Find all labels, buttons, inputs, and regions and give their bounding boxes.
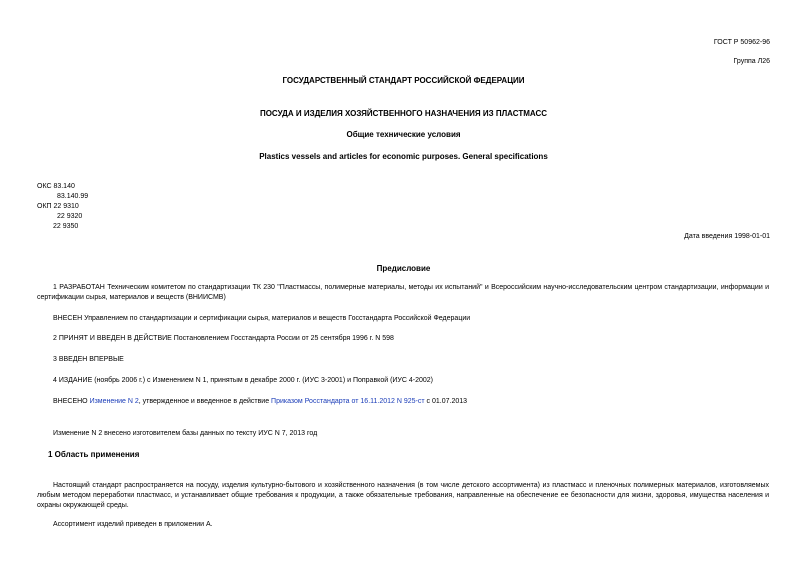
standard-title: ГОСУДАРСТВЕННЫЙ СТАНДАРТ РОССИЙСКОЙ ФЕДЕРАЦИИ <box>282 76 525 85</box>
scope-paragraph: Настоящий стандарт распространяется на посуду, изделия культурно-бытового и хозяйственного назначения (в том числе детского ассортимента) из пластмасс и пленочных полимерных материалов, изготовляемых любым методом переработки пластмасс, и устанавливает общие требования к продукции, а также обязательные требования, направленные на обеспечение ее безопасности для жизни, здоровья, имущества населения и охраны окружающей среды. <box>37 482 769 509</box>
document-number: ГОСТ Р 50962-96 <box>713 39 770 46</box>
document-title-english: Plastics vessels and articles for economic purposes. General specifications <box>259 152 548 161</box>
foreword-paragraph-edition: 4 ИЗДАНИЕ (ноябрь 2006 г.) с Изменением N 1, принятым в декабре 2000 г. (ИУС 3-2001) и Поправкой (ИУС 4-2002) <box>53 377 433 384</box>
group-code: Группа Л26 <box>733 58 770 65</box>
amendment-prefix: ВНЕСЕНО <box>53 398 90 405</box>
foreword-paragraph-amendment <box>53 398 467 405</box>
oks-code: ОКС 83.140 <box>37 183 75 190</box>
foreword-paragraph-note: Изменение N 2 внесено изготовителем базы данных по тексту ИУС N 7, 2013 год <box>53 430 318 437</box>
okp-code: ОКП 22 9310 <box>37 203 79 210</box>
amendment-suffix: с 01.07.2013 <box>424 398 468 405</box>
foreword-paragraph-developed: 1 РАЗРАБОТАН Техническим комитетом по стандартизации ТК 230 "Пластмассы, полимерные материалы, методы их испытаний" и Всероссийским научно-исследовательским центром стандартизации, информации и сертификации сырья, материалов и веществ (ВНИИСМВ) <box>37 284 769 301</box>
document-subtitle: Общие технические условия <box>346 130 461 139</box>
amendment-link[interactable]: Изменение N 2 <box>89 398 139 405</box>
foreword-heading: Предисловие <box>376 264 431 273</box>
okp-code-2: 22 9320 <box>57 213 83 220</box>
amendment-middle: , утвержденное и введенное в действие <box>138 398 272 405</box>
okp-code-3: 22 9350 <box>53 223 79 230</box>
foreword-paragraph-submitted: ВНЕСЕН Управлением по стандартизации и сертификации сырья, материалов и веществ Госстандарта Российской Федерации <box>53 315 471 322</box>
intro-date: Дата введения 1998-01-01 <box>684 233 770 240</box>
section-heading-scope: 1 Область применения <box>48 450 140 459</box>
order-link[interactable]: Приказом Росстандарта от 16.11.2012 N 925-ст <box>271 398 425 405</box>
foreword-paragraph-first: 3 ВВЕДЕН ВПЕРВЫЕ <box>53 356 124 363</box>
scope-paragraph-annex: Ассортимент изделий приведен в приложении А. <box>53 521 213 528</box>
oks-code-2: 83.140.99 <box>57 193 89 200</box>
document-title: ПОСУДА И ИЗДЕЛИЯ ХОЗЯЙСТВЕННОГО НАЗНАЧЕНИЯ ИЗ ПЛАСТМАСС <box>259 109 548 118</box>
foreword-paragraph-adopted: 2 ПРИНЯТ И ВВЕДЕН В ДЕЙСТВИЕ Постановлением Госстандарта России от 25 сентября 1996 г. N 598 <box>53 335 394 342</box>
